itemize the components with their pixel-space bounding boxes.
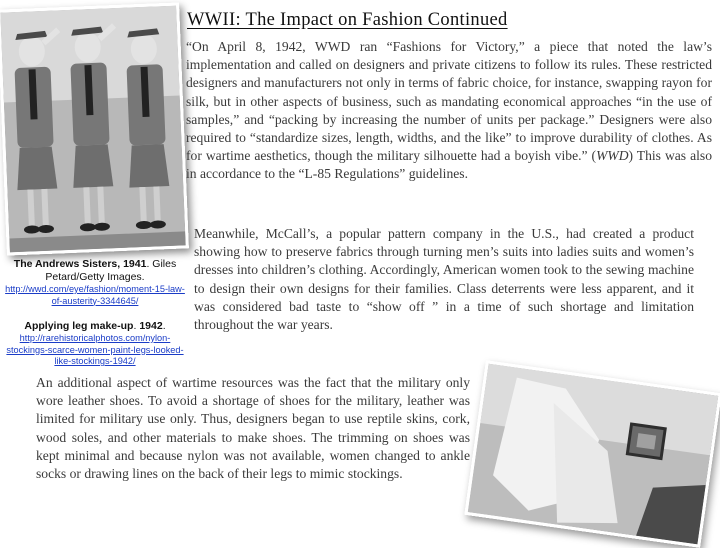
paragraph-text: “On April 8, 1942, WWD ran “Fashions for Victory,” a piece that noted the law’s implementation and called on designers and private citizens to follow its rules. These restricted designers and manufacturers not only in terms of fabric choice, for instance, swapping rayon for silk, but in other aspects of business, such as mandating economical approaches “in the use of samples,” and “packing by increasing the number of units per package.” Designers were also required to “standardize sizes, length, widths, and the like” to improve durability of clothes. As for wartime aesthetics, though the military silhouette had a boyish vibe.” ( [186, 39, 712, 164]
caption-andrews-sisters [4, 258, 186, 307]
caption-title: The Andrews Sisters, 1941 [13, 258, 147, 270]
paragraph-mccalls: Meanwhile, McCall’s, a popular pattern company in the U.S., had created a product showing how to preserve fabrics through turning men’s suits into ladies suits and women’s dresses into children’s clothing. Accordingly, American women took to the sewing machine to design their own designs for their families. Class deterrents were less apparent, and it was considered bad taste to “show off ” in a time of such shortage and limitation throughout the war years. [194, 226, 694, 333]
paragraph-fashions-for-victory [186, 38, 712, 184]
caption-leg-makeup [4, 320, 186, 368]
paragraph-leather-shoes: An additional aspect of wartime resources was the fact that the military only wore leather shoes. To avoid a shortage of shoes for the military, leather was limited for military use only. Thus, designers began to use reptile skins, cork, wood soles, and other materials to make shoes. The trimming on shoes was kept minimal and because nylon was not available, women changed to ankle socks or drawing lines on the back of their legs to mimic stockings. [36, 375, 470, 482]
andrews-sisters-photo [0, 2, 189, 255]
source-link-andrews-sisters[interactable]: http://wwd.com/eye/fashion/moment-15-law-of-austerity-3344645/ [5, 284, 185, 306]
leg-makeup-photo [464, 360, 720, 548]
source-link-leg-makeup[interactable]: http://rarehistoricalphotos.com/nylon-stockings-scarce-women-paint-legs-looked-like-stockings-1942/ [6, 333, 184, 366]
caption-credit: . Giles Petard/Getty Images. [45, 258, 177, 283]
caption-separator: . [133, 320, 140, 332]
leg-makeup-illustration [468, 364, 719, 545]
paragraph-text-end: ) This was also in accordance to the “L-85 Regulations” guidelines. [186, 148, 712, 182]
citation-wwd: WWD [596, 148, 629, 164]
caption-title: Applying leg make-up [24, 320, 134, 332]
caption-period: . [162, 320, 166, 332]
caption-year: 1942 [139, 320, 163, 332]
andrews-sisters-illustration [0, 6, 185, 253]
page-title: WWII: The Impact on Fashion Continued [187, 10, 508, 30]
